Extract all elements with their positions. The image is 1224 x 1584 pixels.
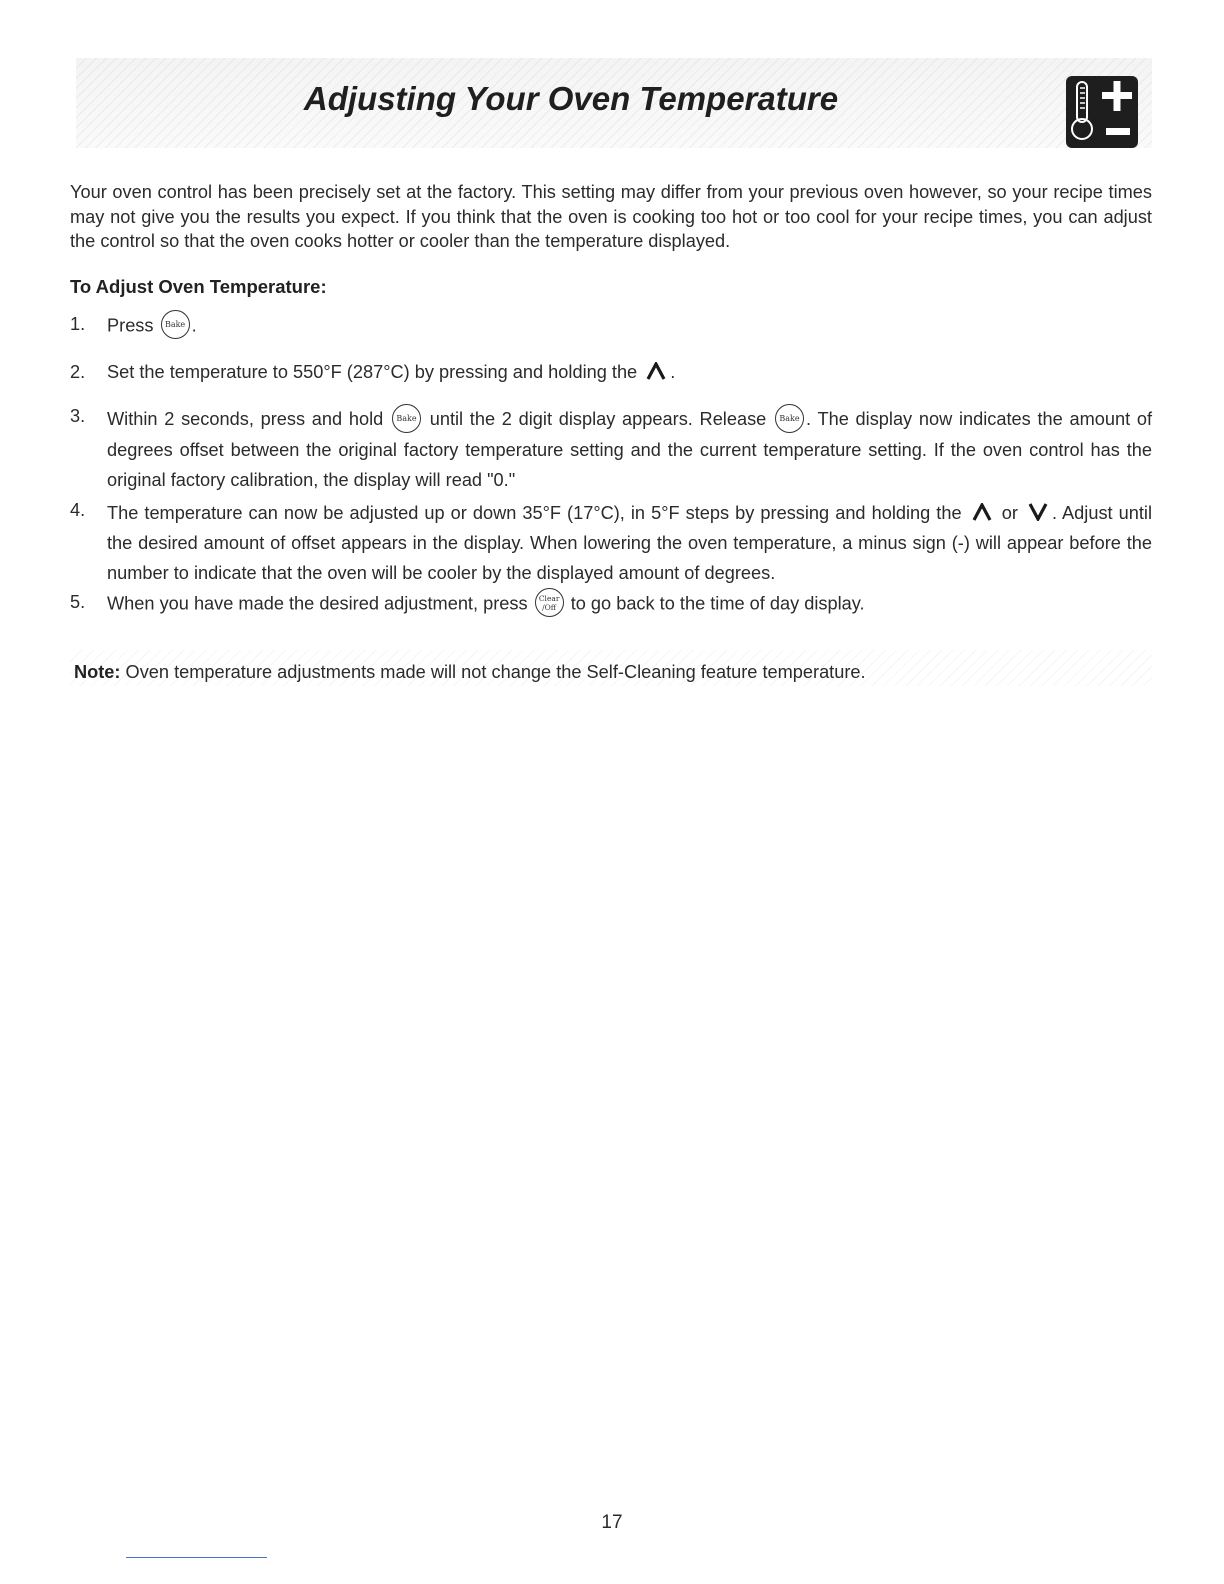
section-heading: To Adjust Oven Temperature: xyxy=(70,276,327,297)
down-arrow-icon xyxy=(1028,503,1048,521)
note-text: Oven temperature adjustments made will not change the Self-Cleaning feature temperature. xyxy=(125,662,866,682)
step-text: Press xyxy=(107,315,154,336)
note-box xyxy=(70,650,1152,686)
bake-key-icon: Bake xyxy=(392,404,421,433)
step-text: The temperature can now be adjusted up or down 35°F (17°C), in 5°F steps by pressing and holding the xyxy=(107,503,962,523)
page-number: 17 xyxy=(601,1512,623,1533)
bake-key-icon: Bake xyxy=(775,404,804,433)
step-4 xyxy=(70,498,1152,588)
step-number: 5. xyxy=(70,592,86,612)
step-number: 2. xyxy=(70,362,86,382)
step-text: . The display now indicates the amount of degrees offset between the original factory temperature setting and the current temperature setting. If the oven control has the original factory calibration, the display will read "0." xyxy=(107,409,1153,490)
clear-off-key-icon: Clear /Off xyxy=(535,588,564,617)
step-text: . xyxy=(670,362,676,382)
step-text: until the 2 digit display appears. Release xyxy=(429,409,767,429)
up-arrow-icon xyxy=(646,362,666,380)
thermometer-plus-minus-icon xyxy=(1066,76,1138,148)
step-text: Set the temperature to 550°F (287°C) by pressing and holding the xyxy=(107,362,638,382)
step-1 xyxy=(70,312,1152,341)
step-text: . Adjust until the desired amount of offset appears in the display. When lowering the oven temperature, a minus sign (-) will appear before the number to indicate that the oven will be cooler by the displayed amount of degrees. xyxy=(107,503,1153,583)
step-2 xyxy=(70,360,1152,385)
step-text: . xyxy=(191,315,197,336)
step-5 xyxy=(70,590,1152,619)
step-number: 1. xyxy=(70,314,86,334)
title-banner xyxy=(76,58,1152,148)
step-number: 4. xyxy=(70,500,86,520)
intro-paragraph: Your oven control has been precisely set at the factory. This setting may differ from your previous oven however, so your recipe times may not give you the results you expect. If you think that the oven is cooking too hot or too cool for your recipe times, you can adjust the control so that the oven cooks hotter or cooler than the temperature displayed. xyxy=(70,182,1152,251)
step-3 xyxy=(70,404,1152,495)
page-title: Adjusting Your Oven Temperature xyxy=(303,80,839,117)
step-text: to go back to the time of day display. xyxy=(570,593,865,614)
note-paragraph xyxy=(74,662,866,683)
main-content xyxy=(70,180,1153,614)
note-label: Note: xyxy=(74,662,121,682)
step-text: When you have made the desired adjustment, press xyxy=(107,593,528,614)
step-number: 3. xyxy=(70,406,86,426)
step-text: or xyxy=(1001,503,1018,523)
up-arrow-icon xyxy=(972,503,992,521)
step-text: Within 2 seconds, press and hold xyxy=(107,409,384,429)
bake-key-icon: Bake xyxy=(161,310,190,339)
footer-divider xyxy=(126,1557,267,1558)
